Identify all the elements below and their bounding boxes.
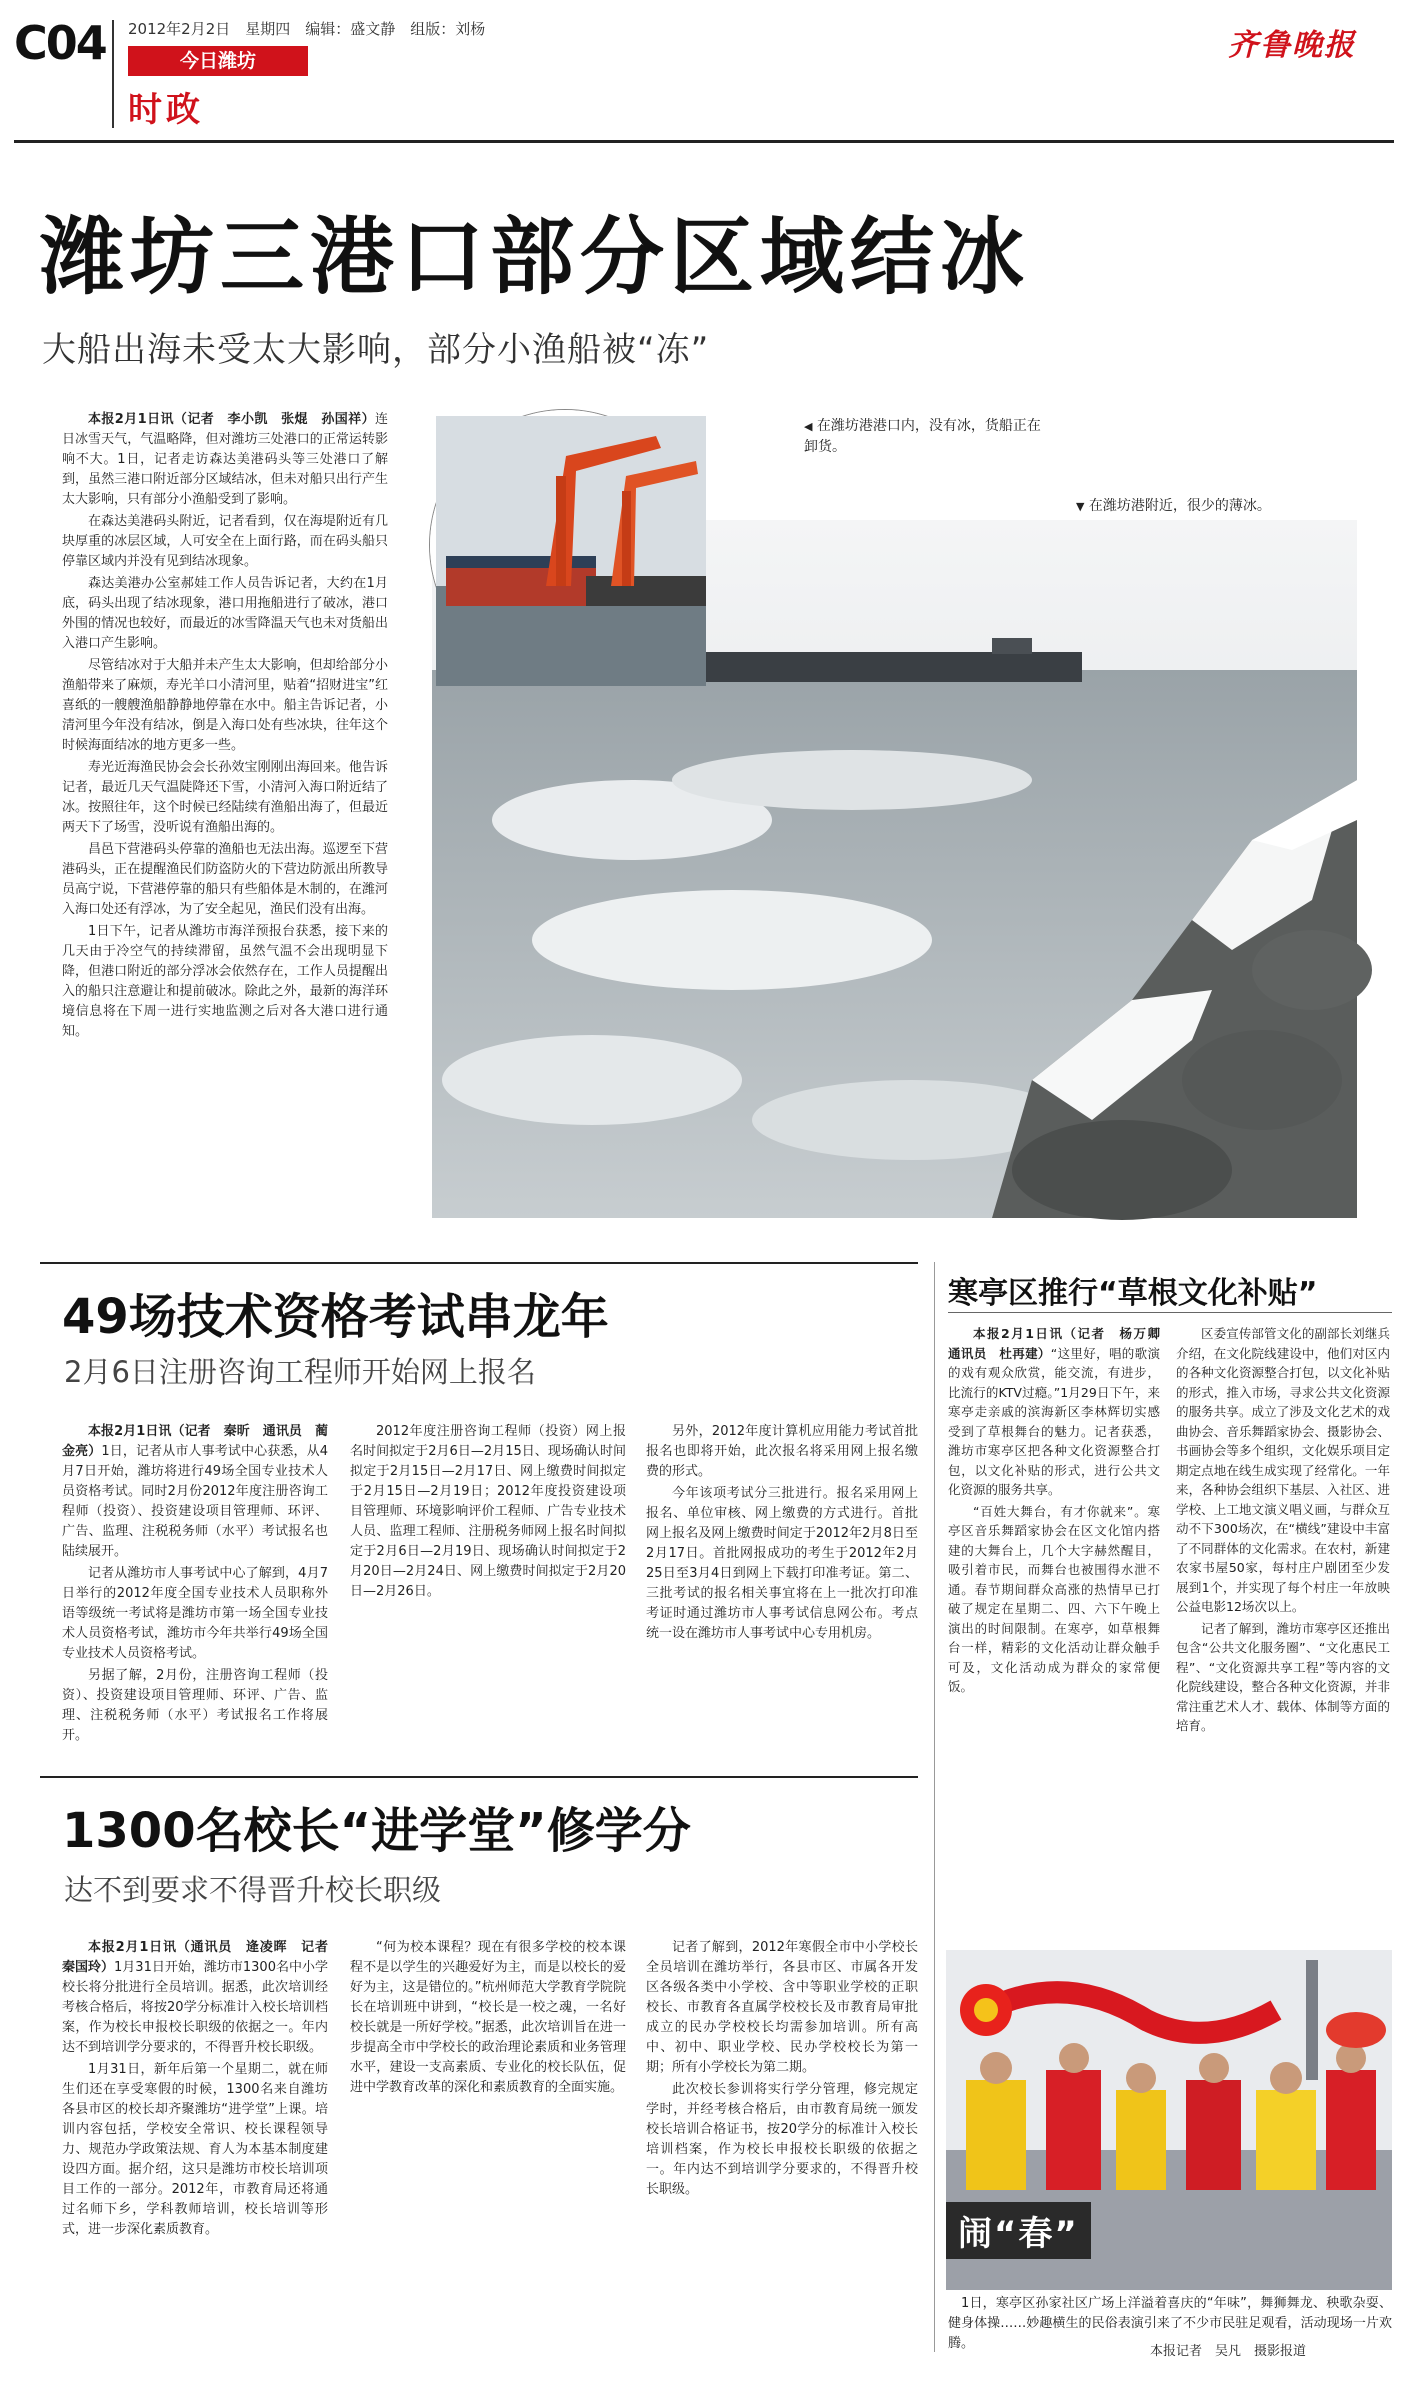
culture-side-rule	[934, 1262, 935, 2352]
exam-paragraph: 另据了解，2月份，注册咨询工程师（投资）、投资建设项目管理师、环评、广告、监理、注税税务师（水平）考试报名工作将展开。	[62, 1668, 328, 1743]
exam-headline: 49场技术资格考试串龙年	[62, 1289, 609, 1345]
exam-body-col3	[646, 1422, 918, 1768]
photo-badge: 闹“春”	[946, 2202, 1091, 2259]
principal-byline: 本报2月1日讯（通讯员 逄凌晖 记者 秦国玲）1月31日开始，潍坊市1300名中小学校长将分批进行全员培训。据悉，此次培训经考核合格后，将按20学分标准计入校长培训档案，作为校长申报校长职级的依据之一。年内达不到培训学分要求的，不得晋升校长职级。	[62, 1940, 342, 2055]
lead-byline: 本报2月1日讯（记者 李小凯 张焜 孙国祥）连日冰雪天气，气温略降，但对潍坊三处港口的正常运转影响不大。1日，记者走访森达美港码头等三处港口了解到，虽然三港口附近部分区域结冰，但未对船只出行产生太大影响，只有部分小渔船受到了影响。	[62, 412, 388, 507]
principal-paragraph: 此次校长参训将实行学分管理，修完规定学时，并经考核合格后，由市教育局统一颁发校长培训合格证书，按20学分的标准计入校长培训档案，作为校长申报校长职级的依据之一。年内达不到培训学分要求的，不得晋升校长职级。	[646, 2082, 918, 2197]
exam-top-rule	[40, 1262, 918, 1264]
lead-headline: 潍坊三港口部分区域结冰	[40, 208, 1031, 306]
date-line: 2012年2月2日 星期四 编辑：盛文静 组版：刘杨	[128, 20, 486, 38]
page-number: C04	[14, 16, 106, 70]
exam-paragraph: 记者从潍坊市人事考试中心了解到，4月7日举行的2012年度全国专业技术人员职称外语等级统一考试将是潍坊市第一场全国专业技术人员资格考试，潍坊市今年共举行49场全国专业技术人员资格考试。	[62, 1566, 328, 1661]
header-vertical-rule	[112, 20, 114, 128]
principal-paragraph: “何为校本课程？现在有很多学校的校本课程不是以学生的兴趣爱好为主，而是以校长的爱好为主，这是错位的。”杭州师范大学教育学院院长在培训班中讲到，“校长是一校之魂，一名好校长就是一所好学校。”据悉，此次培训旨在进一步提高全市中学校长的政治理论素质和业务管理水平，建设一支高素质、专业化的校长队伍，促进中学教育改革的深化和素质教育的全面实施。	[350, 1940, 626, 2095]
lead-paragraph: 1日下午，记者从潍坊市海洋预报台获悉，接下来的几天由于冷空气的持续滞留，虽然气温不会出现明显下降，但港口附近的部分浮冰会依然存在，工作人员提醒出入的船只注意避让和提前破冰。除此之外，最新的海洋环境信息将在下周一进行实地监测之后对各大港口进行通知。	[62, 924, 388, 1039]
lead-body	[62, 410, 388, 1250]
section-title: 时政	[128, 90, 204, 130]
exam-subheadline: 2月6日注册咨询工程师开始网上报名	[64, 1355, 536, 1389]
exam-paragraph: 今年该项考试分三批进行。报名采用网上报名、单位审核、网上缴费的方式进行。首批网上报名及网上缴费时间定于2012年2月8日至2月17日。首批网报成功的考生于2012年2月25日至3月4日到网上下载打印准考证。第二、三批考试的报名相关事宜将在上一批次打印准考证时通过潍坊市人事考试信息网公布。考点统一设在潍坊市人事考试中心专用机房。	[646, 1486, 918, 1641]
culture-photo-caption: 1日，寒亭区孙家社区广场上洋溢着喜庆的“年味”，舞狮舞龙、秧歌杂耍、健身体操……妙趣横生的民俗表演引来了不少市民驻足观看，活动现场一片欢腾。	[948, 2296, 1392, 2351]
culture-photo-credit: 本报记者 吴凡 摄影报道	[1150, 2344, 1307, 2359]
masthead: 齐鲁晚报	[1228, 28, 1356, 63]
culture-paragraph: 区委宣传部管文化的副部长刘继兵介绍，在文化院线建设中，他们对区内的各种文化资源整合打包，以文化补贴的形式，推入市场，寻求公共文化资源的服务共享。成立了涉及文化艺术的戏曲协会、音乐舞蹈家协会、摄影协会、书画协会等多个组织，文化娱乐项目定期定点地在线生成实现了经常化。一年来，各种协会组织下基层、入社区、进学校、上工地文演义唱义画，与群众互动不下300场次，在“横线”建设中丰富了不同群体的文化需求。在农村，新建农家书屋50家，每村庄户剧团至少发展到1个，并实现了每个村庄一年放映公益电影12场次以上。	[1176, 1326, 1390, 1614]
lead-paragraph: 尽管结冰对于大船并未产生太大影响，但却给部分小渔船带来了麻烦，寿光羊口小清河里，贴着“招财进宝”红喜纸的一艘艘渔船静静地停靠在水中。船主告诉记者，小清河里今年没有结冰，倒是入海口处有些冰块，往年这个时候海面结冰的地方更多一些。	[62, 658, 388, 753]
caption-arrow-down-icon: ▼	[1076, 500, 1085, 513]
lead-paragraph: 寿光近海渔民协会会长孙效宝刚刚出海回来。他告诉记者，最近几天气温陡降还下雪，小清河入海口附近结了冰。按照往年，这个时候已经陆续有渔船出海了，但最近两天下了场雪，没听说有渔船出海的。	[62, 760, 388, 835]
principal-subheadline: 达不到要求不得晋升校长职级	[64, 1873, 442, 1907]
principal-body-col1	[62, 1938, 342, 2340]
culture-paragraph: 记者了解到，潍坊市寒亭区还推出包含“公共文化服务圈”、“文化惠民工程”、“文化资源共享工程”等内容的文化院线建设，整合各种文化资源，并非常注重艺术人才、载体、体制等方面的培育。	[1176, 1620, 1390, 1733]
culture-paragraph: “百姓大舞台，有才你就来”。寒亭区音乐舞蹈家协会在区文化馆内搭建的大舞台上，几个大字赫然醒目，吸引着市民，而舞台也被围得水泄不通。春节期间群众高涨的热情早已打破了规定在星期二、四、六下午晚上演出的时间限制。在寒亭，如草根舞台一样，精彩的文化活动让群众触手可及，文化活动成为群众的家常便饭。	[948, 1503, 1160, 1694]
principal-body-col2	[350, 1938, 626, 2340]
principal-paragraph: 记者了解到，2012年寒假全市中小学校长全员培训在潍坊举行，各县市区、市属各开发区各级各类中小学校、含中等职业学校的正职校长、市教育各直属学校校长及市教育局审批成立的民办学校校长均需参加培训。所有高中、初中、职业学校、民办学校校长为第一期；所有小学校长为第二期。	[646, 1940, 918, 2075]
exam-body-col2	[350, 1422, 626, 1768]
culture-body-col1	[948, 1324, 1173, 1924]
lead-subheadline: 大船出海未受太大影响，部分小渔船被“冻”	[42, 330, 710, 370]
principal-body-col3	[646, 1938, 918, 2340]
lead-inset-photo	[430, 410, 700, 680]
exam-paragraph: 2012年度注册咨询工程师（投资）网上报名时间拟定于2月6日—2月15日、现场确认时间拟定于2月15日—2月17日、网上缴费时间拟定于2月15日—2月19日；2012年度投资建设项目管理师、环境影响评价工程师、广告专业技术人员、监理工程师、注册税务师网上报名时间拟定于2月6日—2月19日、现场确认时间拟定于2月20日—2月24日、网上缴费时间拟定于2月20日—2月26日。	[350, 1424, 626, 1599]
culture-body-col2	[1176, 1324, 1390, 1924]
culture-headline-rule	[948, 1312, 1392, 1313]
inset-caption: ◀ 在潍坊港港口内，没有冰，货船正在卸货。	[804, 418, 1041, 455]
lead-paragraph: 在森达美港码头附近，记者看到，仅在海堤附近有几块厚重的冰层区域，人可安全在上面行路，而在码头船只停靠区域内并没有见到结冰现象。	[62, 514, 388, 569]
principal-headline: 1300名校长“进学堂”修学分	[62, 1803, 691, 1859]
header-rule	[14, 140, 1394, 143]
culture-byline: 本报2月1日讯（记者 杨万卿 通讯员 杜再建）“这里好，唱的歌演的戏有观众欣赏，能交流，有进步，比流行的KTV过瘾。”1月29日下午，来寒亭走亲戚的滨海新区李林辉切实感受到了草根舞台的魅力。记者获悉，潍坊市寒亭区把各种文化资源整合打包，以文化补贴的形式，进行公共文化资源的服务共享。	[948, 1326, 1173, 1497]
main-caption: ▼ 在潍坊港附近，很少的薄冰。	[1076, 498, 1271, 514]
principal-top-rule	[40, 1776, 918, 1778]
exam-byline: 本报2月1日讯（记者 秦昕 通讯员 蔺金亮）1日，记者从市人事考试中心获悉，从4月7日开始，潍坊将进行49场全国专业技术人员资格考试。同时2月份2012年度注册咨询工程师（投资）、投资建设项目管理师、环评、广告、监理、注税税务师（水平）考试报名也陆续展开。	[62, 1424, 328, 1559]
culture-photo	[946, 1950, 1392, 2290]
exam-paragraph: 另外，2012年度计算机应用能力考试首批报名也即将开始，此次报名将采用网上报名缴费的形式。	[646, 1424, 918, 1479]
culture-headline: 寒亭区推行“草根文化补贴”	[948, 1276, 1318, 1311]
caption-arrow-left-icon: ◀	[804, 420, 813, 433]
principal-paragraph: 1月31日，新年后第一个星期二，就在师生们还在享受寒假的时候，1300名来自潍坊各县市区的校长却齐聚潍坊“进学堂”上课。培训内容包括，学校安全常识、校长课程领导力、规范办学政策法规、育人为本基本制度建设四方面。据介绍，这只是潍坊市校长培训项目工作的一部分。2012年，市教育局还将通过名师下乡，学科教师培训，校长培训等形式，进一步深化素质教育。	[62, 2062, 328, 2237]
section-tag: 今日潍坊	[128, 46, 308, 76]
lead-paragraph: 森达美港办公室郝娃工作人员告诉记者，大约在1月底，码头出现了结冰现象，港口用拖船进行了破冰，港口外围的情况也较好，而最近的冰雪降温天气也未对货船出入港口产生影响。	[62, 576, 388, 651]
exam-body-col1	[62, 1422, 328, 1768]
lead-paragraph: 昌邑下营港码头停靠的渔船也无法出海。巡逻至下营港码头，正在提醒渔民们防盗防火的下营边防派出所教导员高宁说，下营港停靠的船只有些船体是木制的，在潍河入海口处还有浮冰，为了安全起见，渔民们没有出海。	[62, 842, 388, 917]
port-crane-image	[436, 416, 706, 686]
